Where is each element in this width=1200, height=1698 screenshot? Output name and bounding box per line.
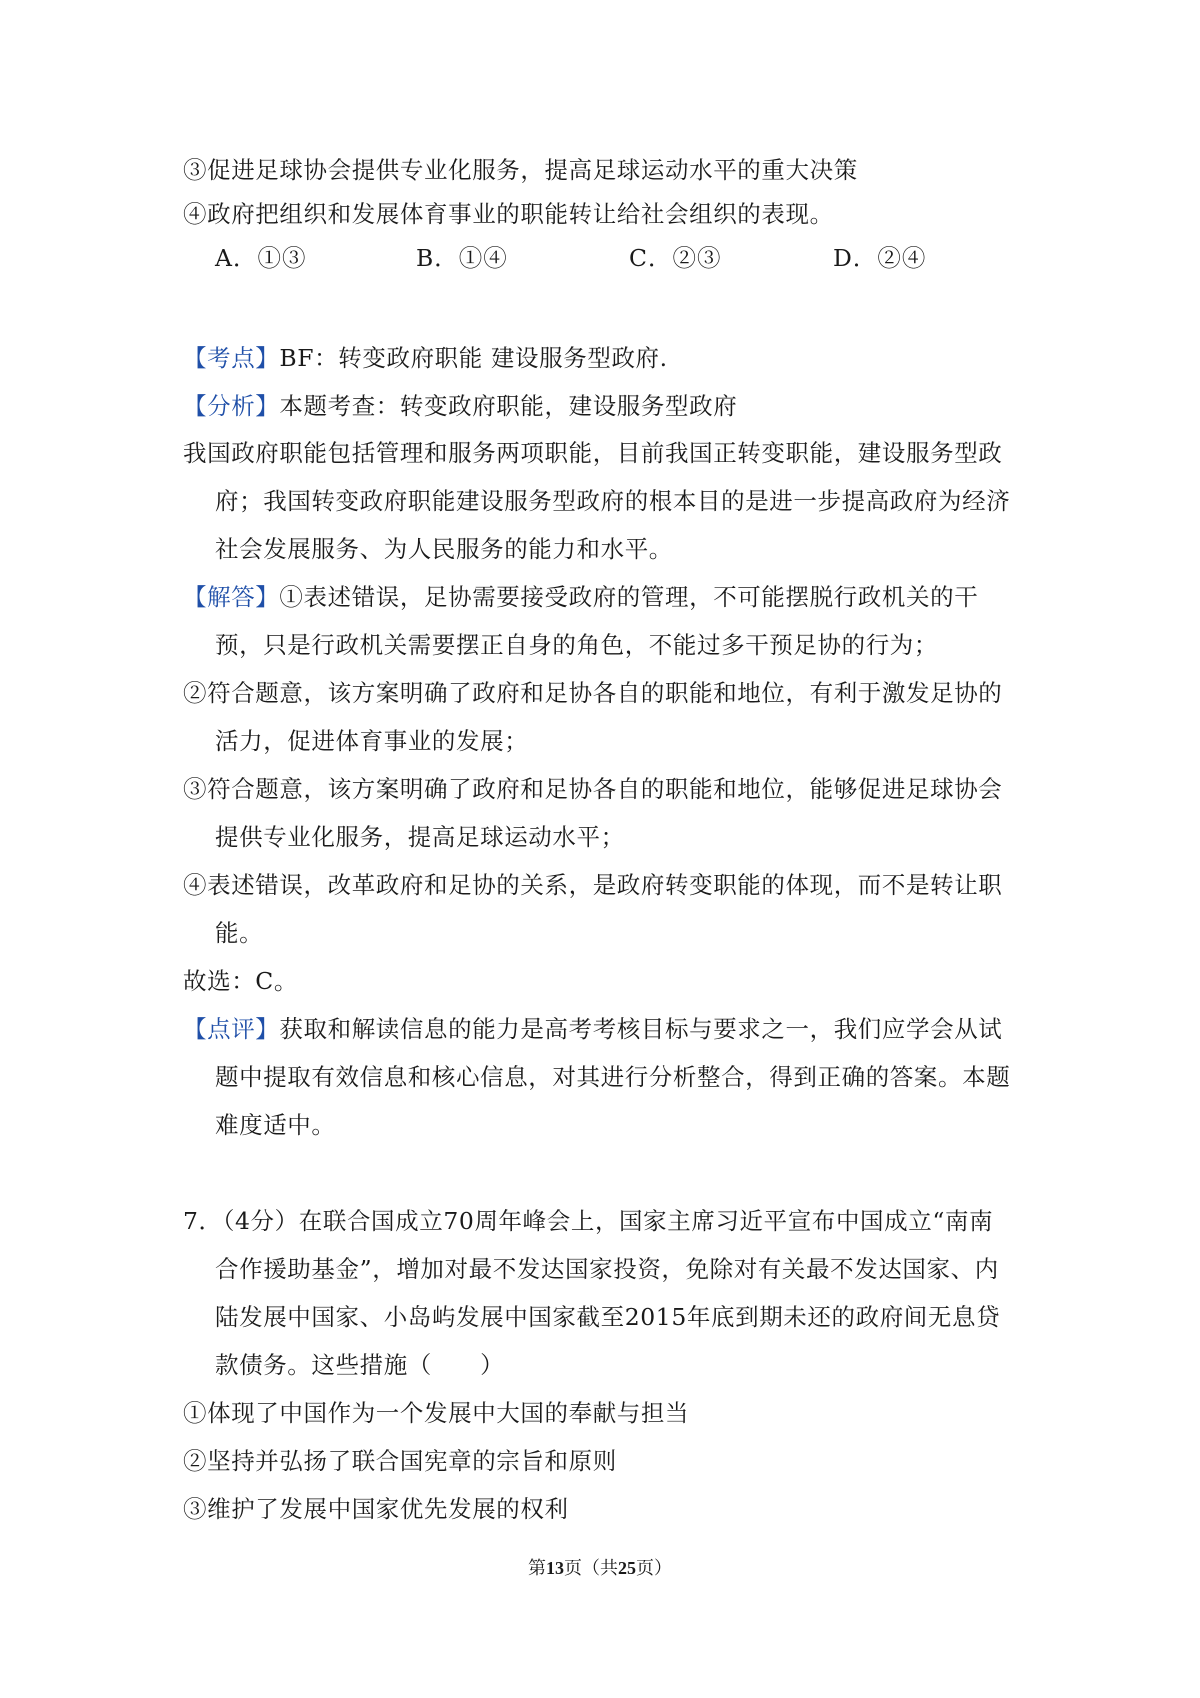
footer-total-pages: 25 [618, 1558, 636, 1578]
footer-suffix: 页） [636, 1558, 672, 1579]
q6-option-d: D．②④ [833, 244, 927, 272]
kaodian-line [183, 342, 1043, 374]
footer-mid: 页（共 [564, 1558, 618, 1579]
dianping-line [183, 1013, 1043, 1045]
page-footer [0, 1556, 1200, 1581]
answer-item-4-line-2: 能。 [215, 919, 264, 947]
jieda-tag: 【解答】 [183, 583, 280, 611]
q7-stem-line-2: 合作援助基金”，增加对最不发达国家投资，免除对有关最不发达国家、内 [215, 1255, 999, 1283]
kaodian-text: BF：转变政府职能 建设服务型政府. [279, 344, 668, 372]
dianping-line-2: 题中提取有效信息和核心信息，对其进行分析整合，得到正确的答案。本题 [215, 1063, 1011, 1091]
q7-statement-2: ②坚持并弘扬了联合国宪章的宗旨和原则 [183, 1447, 617, 1475]
jieda-text: ①表述错误，足协需要接受政府的管理，不可能摆脱行政机关的干 [279, 583, 979, 611]
answer-item-2-line-1: ②符合题意，该方案明确了政府和足协各自的职能和地位，有利于激发足协的 [183, 679, 1003, 707]
footer-prefix: 第 [528, 1558, 546, 1579]
q6-option-b: B．①④ [416, 244, 508, 272]
q6-statement-4: ④政府把组织和发展体育事业的职能转让给社会组织的表现。 [183, 200, 834, 228]
fenxi-tag: 【分析】 [183, 392, 280, 420]
q7-stem-line-1: 7．（4分）在联合国成立70周年峰会上，国家主席习近平宣布中国成立“南南 [183, 1207, 994, 1235]
q7-statement-1: ①体现了中国作为一个发展中大国的奉献与担当 [183, 1399, 690, 1427]
analysis-para-line-1: 我国政府职能包括管理和服务两项职能，目前我国正转变职能，建设服务型政 [183, 439, 1003, 467]
analysis-para-line-3: 社会发展服务、为人民服务的能力和水平。 [215, 535, 673, 563]
footer-page-number: 13 [546, 1558, 564, 1578]
jieda-line-2: 预，只是行政机关需要摆正自身的角色，不能过多干预足协的行为； [215, 631, 938, 659]
fenxi-line [183, 390, 1043, 422]
dianping-line-3: 难度适中。 [215, 1111, 336, 1139]
fenxi-text: 本题考查：转变政府职能，建设服务型政府 [279, 392, 738, 420]
q6-statement-3: ③促进足球协会提供专业化服务，提高足球运动水平的重大决策 [183, 156, 858, 184]
answer-choice: 故选：C。 [183, 967, 298, 995]
answer-item-3-line-1: ③符合题意，该方案明确了政府和足协各自的职能和地位，能够促进足球协会 [183, 775, 1003, 803]
kaodian-tag: 【考点】 [183, 344, 280, 372]
dianping-text: 获取和解读信息的能力是高考考核目标与要求之一，我们应学会从试 [279, 1015, 1003, 1043]
analysis-para-line-2: 府；我国转变政府职能建设服务型政府的根本目的是进一步提高政府为经济 [215, 487, 1011, 515]
jieda-line [183, 581, 1043, 613]
answer-item-4-line-1: ④表述错误，改革政府和足协的关系，是政府转变职能的体现，而不是转让职 [183, 871, 1003, 899]
q7-stem-line-4: 款债务。这些措施（ ） [215, 1351, 505, 1379]
q7-stem-line-3: 陆发展中国家、小岛屿发展中国家截至2015年底到期未还的政府间无息贷 [215, 1303, 1001, 1331]
dianping-tag: 【点评】 [183, 1015, 280, 1043]
answer-item-2-line-2: 活力，促进体育事业的发展； [215, 727, 529, 755]
answer-item-3-line-2: 提供专业化服务，提高足球运动水平； [215, 823, 625, 851]
q6-option-a: A．①③ [215, 244, 307, 272]
q6-option-c: C．②③ [629, 244, 722, 272]
q7-statement-3: ③维护了发展中国家优先发展的权利 [183, 1495, 569, 1523]
